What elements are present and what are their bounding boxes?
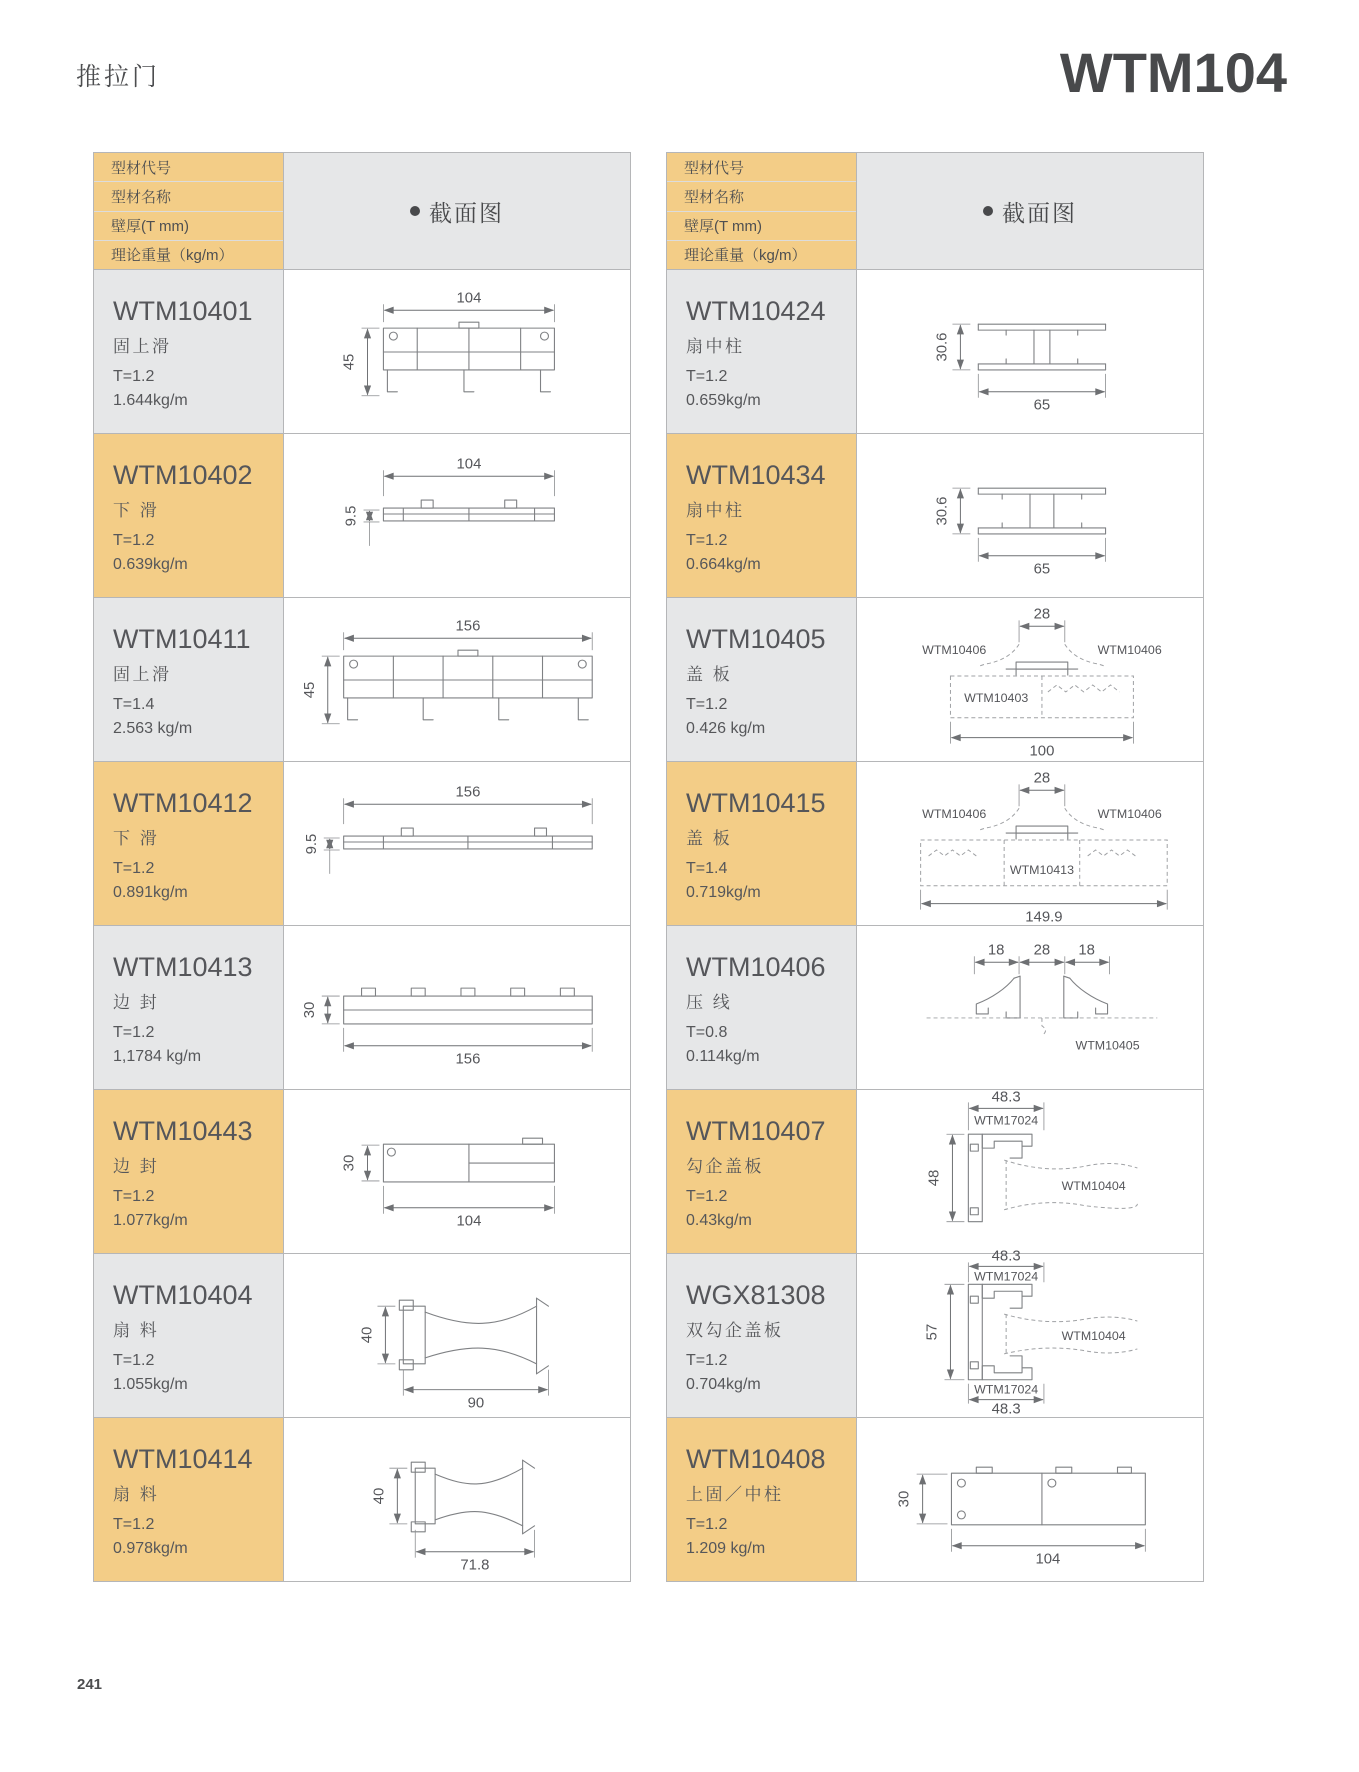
profile-spec [113, 365, 271, 413]
profile-row-wtm10404 [94, 1253, 630, 1417]
profile-row-wtm10443 [94, 1089, 630, 1253]
profile-info [94, 598, 283, 761]
dim-width: 104 [456, 1213, 482, 1230]
wall-thickness: T=1.2 [686, 1352, 728, 1369]
profile-spec [113, 693, 271, 741]
mating-part-label: WTM10406 [1097, 643, 1162, 658]
cross-section-cell [856, 1248, 1203, 1418]
cross-section-cell [856, 434, 1203, 597]
mating-part-label: WTM10406 [922, 807, 987, 822]
dim-bottom: 149.9 [1025, 909, 1063, 926]
wall-thickness: T=1.2 [686, 1516, 728, 1533]
mating-part-label: WTM10403 [964, 690, 1029, 705]
profile-row-wgx81308 [667, 1248, 1203, 1418]
dim-top: 48.3 [991, 1248, 1021, 1265]
profile-info [667, 762, 856, 925]
profile-row-wtm10411 [94, 597, 630, 761]
profile-row-wtm10407 [667, 1089, 1203, 1253]
cross-section-diagram-wtm10413 [284, 926, 630, 1089]
cross-section-cell [283, 1090, 630, 1253]
unit-weight: 1,1784 kg/m [113, 1048, 202, 1065]
cross-section-cell [856, 270, 1203, 433]
wall-thickness: T=0.8 [686, 1024, 728, 1041]
wall-thickness: T=1.2 [113, 1188, 155, 1205]
dim-top: 48.3 [991, 1089, 1021, 1106]
cross-section-diagram-wtm10415 [857, 762, 1203, 925]
profile-code: WTM10402 [113, 460, 253, 490]
wall-thickness: T=1.2 [113, 1024, 155, 1041]
header-profile-code: 型材代号 [667, 153, 856, 182]
unit-weight: 0.891kg/m [113, 884, 188, 901]
dim-width: 65 [1033, 397, 1051, 414]
profile-spec [113, 857, 271, 905]
profile-spec [686, 1513, 844, 1561]
profile-code: WTM10434 [686, 460, 826, 490]
cross-section-diagram-wtm10424 [857, 270, 1203, 433]
header-labels [667, 153, 856, 269]
unit-weight: 0.719kg/m [686, 884, 761, 901]
dim-height: 9.5 [343, 505, 360, 527]
unit-weight: 0.426 kg/m [686, 720, 766, 737]
profile-info [94, 762, 283, 925]
profile-info [94, 1254, 283, 1417]
dim-width: 156 [455, 784, 481, 801]
table-header [667, 153, 1203, 269]
profile-code: WTM10404 [113, 1280, 253, 1310]
profile-code: WTM10408 [686, 1444, 826, 1474]
cross-section-cell [283, 762, 630, 925]
profile-table-right [666, 152, 1204, 1582]
profile-name: 下 滑 [113, 501, 160, 520]
profile-name: 下 滑 [113, 829, 160, 848]
profile-info [94, 434, 283, 597]
dim-bottom: 100 [1029, 743, 1055, 760]
profile-name: 双勾企盖板 [686, 1321, 784, 1340]
header-profile-code: 型材代号 [94, 153, 283, 182]
bullet-icon [410, 206, 420, 216]
cross-section-diagram-wtm10408 [857, 1418, 1203, 1581]
cross-section-cell [856, 1418, 1203, 1581]
profile-name: 扇 料 [113, 1485, 160, 1504]
profile-row-wtm10414 [94, 1417, 630, 1581]
cross-section-cell [856, 762, 1203, 925]
mating-part-label: WTM10406 [1097, 807, 1162, 822]
unit-weight: 0.43kg/m [686, 1212, 752, 1229]
page-number: 241 [77, 1676, 103, 1693]
dim-height: 30 [896, 1490, 913, 1508]
unit-weight: 1.644kg/m [113, 392, 188, 409]
unit-weight: 0.978kg/m [113, 1540, 188, 1557]
profile-spec [686, 529, 844, 577]
profile-name: 扇中柱 [686, 337, 745, 356]
dim-right: 18 [1078, 942, 1095, 959]
profile-name: 上固／中柱 [686, 1485, 784, 1504]
dim-width: 156 [455, 618, 481, 635]
cross-section-cell [283, 270, 630, 433]
mating-part-label: WTM10406 [922, 643, 987, 658]
profile-code: WTM10412 [113, 788, 253, 818]
cross-section-diagram-wtm10404 [284, 1254, 630, 1417]
mating-part-label: WTM17024 [974, 1382, 1039, 1397]
profile-row-wtm10406 [667, 925, 1203, 1089]
dim-left: 18 [987, 942, 1005, 959]
profile-row-wtm10402 [94, 433, 630, 597]
dim-width: 104 [456, 290, 482, 307]
header-wall-thickness: 壁厚(T mm) [667, 212, 856, 241]
header-labels [94, 153, 283, 269]
cross-section-cell [856, 1090, 1203, 1253]
dim-top: 28 [1033, 606, 1051, 623]
profile-code: WTM10414 [113, 1444, 253, 1474]
dim-height: 45 [301, 681, 318, 699]
profile-code: WTM10413 [113, 952, 253, 982]
profile-name: 盖 板 [686, 829, 733, 848]
profile-code: WTM10415 [686, 788, 826, 818]
mating-part-label: WTM10413 [1009, 862, 1074, 877]
profile-spec [113, 1513, 271, 1561]
profile-row-wtm10412 [94, 761, 630, 925]
header-wall-thickness: 壁厚(T mm) [94, 212, 283, 241]
profile-name: 扇 料 [113, 1321, 160, 1340]
profile-code: WGX81308 [686, 1280, 826, 1310]
profile-spec [686, 857, 844, 905]
cross-section-diagram-wgx81308 [857, 1248, 1203, 1418]
profile-info [94, 926, 283, 1089]
profile-code: WTM10406 [686, 952, 826, 982]
profile-row-wtm10413 [94, 925, 630, 1089]
profile-spec [113, 1185, 271, 1233]
dim-top: 28 [1033, 770, 1051, 787]
profile-row-wtm10434 [667, 433, 1203, 597]
page-category-title: 推拉门 [76, 63, 161, 91]
cross-section-diagram-wtm10414 [284, 1418, 630, 1581]
section-view-header [856, 153, 1203, 269]
profile-info [667, 270, 856, 433]
profile-row-wtm10424 [667, 269, 1203, 433]
mating-part-label: WTM17024 [974, 1269, 1039, 1284]
dim-height: 30 [301, 1001, 318, 1019]
header-profile-name: 型材名称 [667, 182, 856, 211]
cross-section-cell [283, 598, 630, 761]
cross-section-diagram-wtm10401 [284, 270, 630, 433]
wall-thickness: T=1.2 [113, 532, 155, 549]
unit-weight: 0.114kg/m [686, 1048, 760, 1065]
dim-width: 65 [1033, 561, 1051, 578]
profile-spec [686, 1349, 844, 1397]
unit-weight: 0.659kg/m [686, 392, 761, 409]
wall-thickness: T=1.2 [113, 860, 155, 877]
profile-code: WTM10411 [113, 624, 251, 654]
dim-mid: 28 [1033, 942, 1051, 959]
series-title: WTM104 [1059, 41, 1287, 104]
dim-left: 48 [926, 1169, 943, 1187]
cross-section-diagram-wtm10405 [857, 598, 1203, 761]
profile-spec [686, 1185, 844, 1233]
header-profile-name: 型材名称 [94, 182, 283, 211]
unit-weight: 1.055kg/m [113, 1376, 188, 1393]
profile-name: 边 封 [113, 1157, 160, 1176]
dim-height: 30.6 [934, 496, 951, 526]
dim-height: 45 [341, 353, 358, 371]
dim-height: 40 [359, 1326, 376, 1344]
wall-thickness: T=1.2 [113, 1352, 155, 1369]
profile-info [667, 1090, 856, 1253]
cross-section-diagram-wtm10407 [857, 1090, 1203, 1253]
profile-row-wtm10401 [94, 269, 630, 433]
wall-thickness: T=1.4 [113, 696, 155, 713]
profile-name: 勾企盖板 [686, 1157, 764, 1176]
unit-weight: 0.639kg/m [113, 556, 188, 573]
cross-section-diagram-wtm10402 [284, 434, 630, 597]
dim-bottom: 48.3 [991, 1401, 1021, 1418]
wall-thickness: T=1.2 [686, 368, 728, 385]
wall-thickness: T=1.2 [113, 368, 155, 385]
profile-spec [113, 1349, 271, 1397]
dim-height: 40 [371, 1487, 388, 1505]
profile-table-left [93, 152, 631, 1582]
profile-row-wtm10415 [667, 761, 1203, 925]
profile-name: 固上滑 [113, 665, 172, 684]
profile-spec [113, 529, 271, 577]
dim-height: 30 [341, 1154, 358, 1172]
mating-part-label: WTM17024 [974, 1113, 1039, 1128]
dim-width: 156 [455, 1051, 481, 1068]
profile-row-wtm10408 [667, 1417, 1203, 1581]
profile-info [667, 434, 856, 597]
cross-section-cell [283, 1254, 630, 1417]
profile-info [94, 1090, 283, 1253]
wall-thickness: T=1.2 [113, 1516, 155, 1533]
profile-spec [686, 693, 844, 741]
profile-name: 边 封 [113, 993, 160, 1012]
profile-name: 固上滑 [113, 337, 172, 356]
mating-part-label: WTM10405 [1075, 1038, 1140, 1053]
dim-left: 57 [924, 1323, 941, 1341]
section-view-label: 截面图 [1002, 199, 1077, 226]
profile-spec [686, 365, 844, 413]
unit-weight: 2.563 kg/m [113, 720, 193, 737]
cross-section-cell [283, 926, 630, 1089]
cross-section-diagram-wtm10443 [284, 1090, 630, 1253]
unit-weight: 0.704kg/m [686, 1376, 761, 1393]
profile-info [667, 1254, 856, 1417]
profile-name: 盖 板 [686, 665, 733, 684]
cross-section-diagram-wtm10412 [284, 762, 630, 925]
wall-thickness: T=1.2 [686, 696, 728, 713]
profile-name: 压 线 [686, 993, 733, 1012]
dim-height: 30.6 [934, 332, 951, 362]
header-unit-weight: 理论重量（kg/m） [667, 241, 856, 269]
dim-width: 104 [1035, 1551, 1061, 1568]
unit-weight: 0.664kg/m [686, 556, 761, 573]
profile-name: 扇中柱 [686, 501, 745, 520]
section-view-label: 截面图 [429, 199, 504, 226]
profile-code: WTM10405 [686, 624, 826, 654]
mating-part-label: WTM10404 [1061, 1328, 1126, 1343]
header-unit-weight: 理论重量（kg/m） [94, 241, 283, 269]
dim-width: 90 [467, 1395, 485, 1412]
profile-info [94, 1418, 283, 1581]
profile-spec [113, 1021, 271, 1069]
wall-thickness: T=1.2 [686, 532, 728, 549]
mating-part-label: WTM10404 [1061, 1178, 1126, 1193]
unit-weight: 1.209 kg/m [686, 1540, 766, 1557]
dim-width: 71.8 [460, 1557, 490, 1574]
cross-section-cell [283, 1418, 630, 1581]
profile-code: WTM10443 [113, 1116, 253, 1146]
cross-section-diagram-wtm10406 [857, 926, 1203, 1089]
wall-thickness: T=1.2 [686, 1188, 728, 1205]
cross-section-diagram-wtm10434 [857, 434, 1203, 597]
cross-section-cell [856, 926, 1203, 1089]
profile-spec [686, 1021, 844, 1069]
profile-info [667, 1418, 856, 1581]
wall-thickness: T=1.4 [686, 860, 728, 877]
bullet-icon [983, 206, 993, 216]
profile-code: WTM10401 [113, 296, 253, 326]
dim-width: 104 [456, 456, 482, 473]
section-view-header [283, 153, 630, 269]
profile-info [667, 598, 856, 761]
cross-section-cell [856, 598, 1203, 761]
dim-height: 9.5 [303, 833, 320, 855]
cross-section-cell [283, 434, 630, 597]
profile-info [667, 926, 856, 1089]
cross-section-diagram-wtm10411 [284, 598, 630, 761]
profile-info [94, 270, 283, 433]
table-header [94, 153, 630, 269]
unit-weight: 1.077kg/m [113, 1212, 188, 1229]
profile-row-wtm10405 [667, 597, 1203, 761]
profile-code: WTM10407 [686, 1116, 826, 1146]
profile-code: WTM10424 [686, 296, 826, 326]
